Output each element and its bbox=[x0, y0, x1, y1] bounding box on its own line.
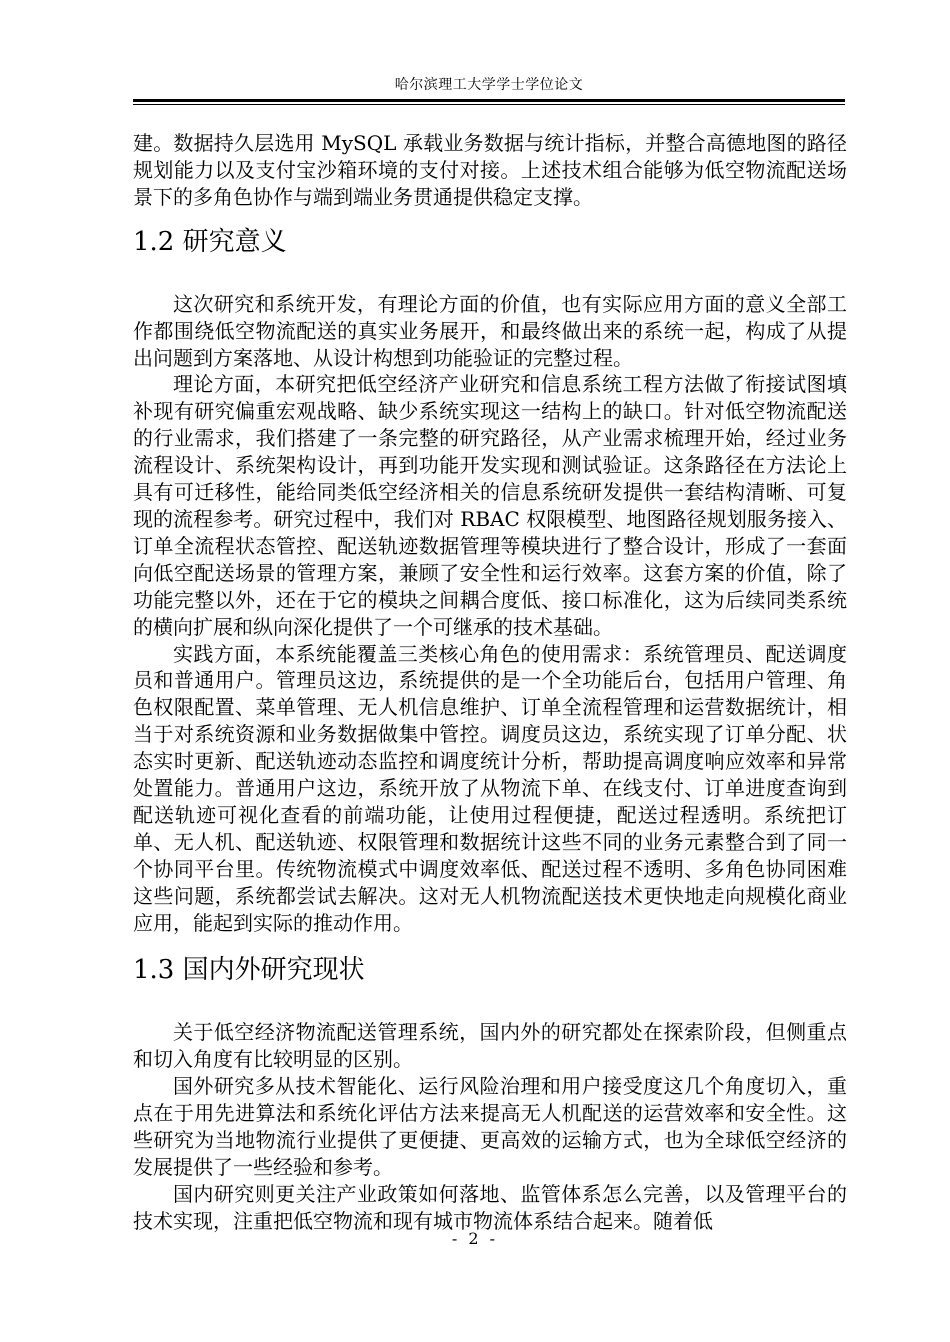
paragraph-1-3-intro: 关于低空经济物流配送管理系统，国内外的研究都处在探索阶段，但侧重点和切入角度有比较明显的区别。 bbox=[133, 1020, 847, 1072]
paragraph-1-2-intro: 这次研究和系统开发，有理论方面的价值，也有实际应用方面的意义全部工作都围绕低空物流配送的真实业务展开，和最终做出来的系统一起，构成了从提出问题到方案落地、从设计构想到功能验证的完整过程。 bbox=[133, 291, 847, 370]
section-heading-1-2: 1.2 研究意义 bbox=[133, 226, 287, 257]
header-rule-thick bbox=[133, 99, 845, 102]
page-header-title: 哈尔滨理工大学学士学位论文 bbox=[394, 77, 584, 93]
paragraph-1-3-domestic: 国内研究则更关注产业政策如何落地、监管体系怎么完善，以及管理平台的技术实现，注重把低空物流和现有城市物流体系结合起来。随着低 bbox=[133, 1181, 847, 1233]
paragraph-1-3-foreign: 国外研究多从技术智能化、运行风险治理和用户接受度这几个角度切入，重点在于用先进算法和系统化评估方法来提高无人机配送的运营效率和安全性。这些研究为当地物流行业提供了更便捷、更高效的运输方式，也为全球低空经济的发展提供了一些经验和参考。 bbox=[133, 1074, 847, 1179]
page-number: - 2 - bbox=[451, 1229, 499, 1248]
continuation-paragraph: 建。数据持久层选用 MySQL 承载业务数据与统计指标，并整合高德地图的路径规划能力以及支付宝沙箱环境的支付对接。上述技术组合能够为低空物流配送场景下的多角色协作与端到端业务贯通提供稳定支撑。 bbox=[133, 131, 847, 209]
header-rule-thin bbox=[133, 104, 845, 105]
paragraph-1-2-practice: 实践方面，本系统能覆盖三类核心角色的使用需求：系统管理员、配送调度员和普通用户。管理员这边，系统提供的是一个全功能后台，包括用户管理、角色权限配置、菜单管理、无人机信息维护、订单全流程管理和运营数据统计，相当于对系统资源和业务数据做集中管控。调度员这边，系统实现了订单分配、状态实时更新、配送轨迹动态监控和调度统计分析，帮助提高调度响应效率和异常处置能力。普通用户这边，系统开放了从物流下单、在线支付、订单进度查询到配送轨迹可视化查看的前端功能，让使用过程便捷，配送过程透明。系统把订单、无人机、配送轨迹、权限管理和数据统计这些不同的业务元素整合到了同一个协同平台里。传统物流模式中调度效率低、配送过程不透明、多角色协同困难这些问题，系统都尝试去解决。这对无人机物流配送技术更快地走向规模化商业应用，能起到实际的推动作用。 bbox=[133, 641, 847, 935]
document-body bbox=[133, 130, 847, 1235]
section-heading-1-3: 1.3 国内外研究现状 bbox=[133, 955, 365, 986]
paragraph-1-2-theory: 理论方面，本研究把低空经济产业研究和信息系统工程方法做了衔接试图填补现有研究偏重宏观战略、缺少系统实现这一结构上的缺口。针对低空物流配送的行业需求，我们搭建了一条完整的研究路径，从产业需求梳理开始，经过业务流程设计、系统架构设计，再到功能开发实现和测试验证。这条路径在方法论上具有可迁移性，能给同类低空经济相关的信息系统研发提供一套结构清晰、可复现的流程参考。研究过程中，我们对 RBAC 权限模型、地图路径规划服务接入、订单全流程状态管控、配送轨迹数据管理等模块进行了整合设计，形成了一套面向低空配送场景的管理方案，兼顾了安全性和运行效率。这套方案的价值，除了功能完整以外，还在于它的模块之间耦合度低、接口标准化，这为后续同类系统的横向扩展和纵向深化提供了一个可继承的技术基础。 bbox=[133, 372, 847, 639]
